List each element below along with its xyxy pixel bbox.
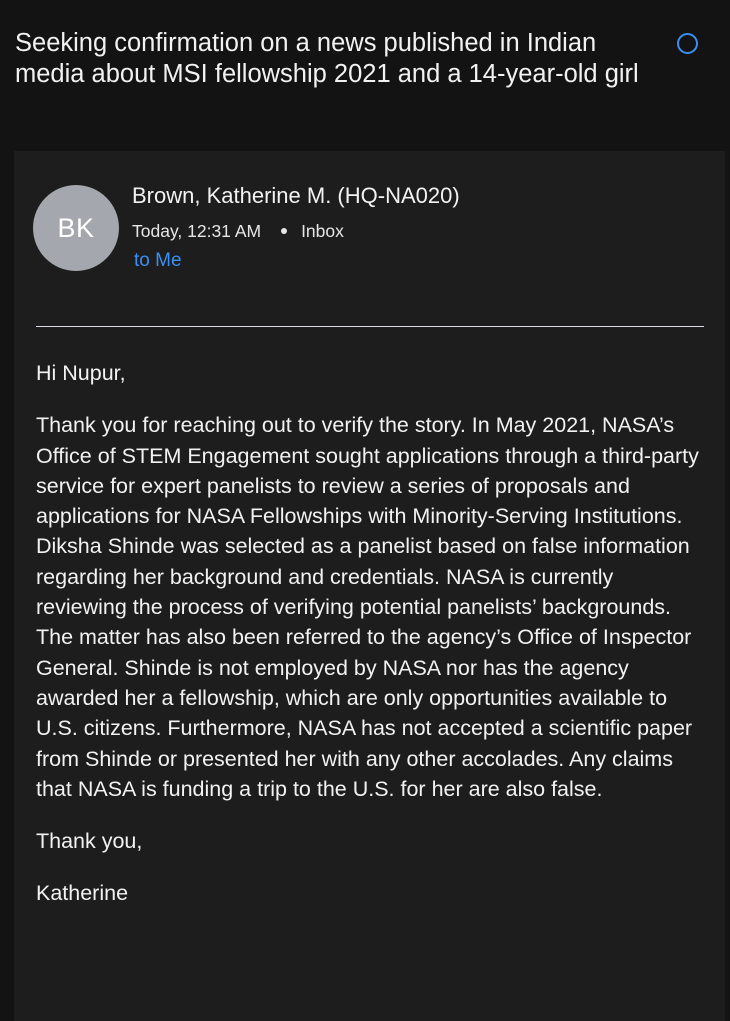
body-signoff: Thank you, <box>36 829 143 854</box>
subject-header <box>0 0 730 150</box>
bullet-dot-icon <box>281 228 287 234</box>
recipients-link[interactable]: to Me <box>134 250 182 271</box>
message-timestamp: Today, 12:31 AM <box>132 221 262 241</box>
body-signature: Katherine <box>36 881 129 906</box>
sender-name[interactable]: Brown, Katherine M. (HQ-NA020) <box>132 183 460 208</box>
message-body <box>36 358 706 909</box>
select-radio-icon[interactable] <box>677 33 698 54</box>
message-meta <box>132 219 344 243</box>
message-folder: Inbox <box>301 221 344 241</box>
body-paragraph: Thank you for reaching out to verify the story. In May 2021, NASA’s Office of STEM Engagement sought applications through a third-party service for expert panelists to review a series of proposals and applications for NASA Fellowships with Minority-Serving Institutions. Diksha Shinde was selected as a panelist based on false information regarding her background and credentials. NASA is currently reviewing the process of verifying potential panelists’ backgrounds. The matter has also been referred to the agency’s Office of Inspector General. Shinde is not employed by NASA nor has the agency awarded her a fellowship, which are only opportunities available to U.S. citizens. Furthermore, NASA has not accepted a scientific paper from Shinde or presented her with any other accolades. Any claims that NASA is funding a trip to the U.S. for her are also false. <box>36 413 699 801</box>
header-divider <box>36 326 704 327</box>
sender-avatar[interactable] <box>33 185 119 271</box>
message-card <box>14 151 725 1021</box>
email-subject: Seeking confirmation on a news published in Indian media about MSI fellowship 2021 and a 14-year-old girl <box>15 29 639 88</box>
body-greeting: Hi Nupur, <box>36 361 126 385</box>
avatar-initials: BK <box>57 212 95 243</box>
